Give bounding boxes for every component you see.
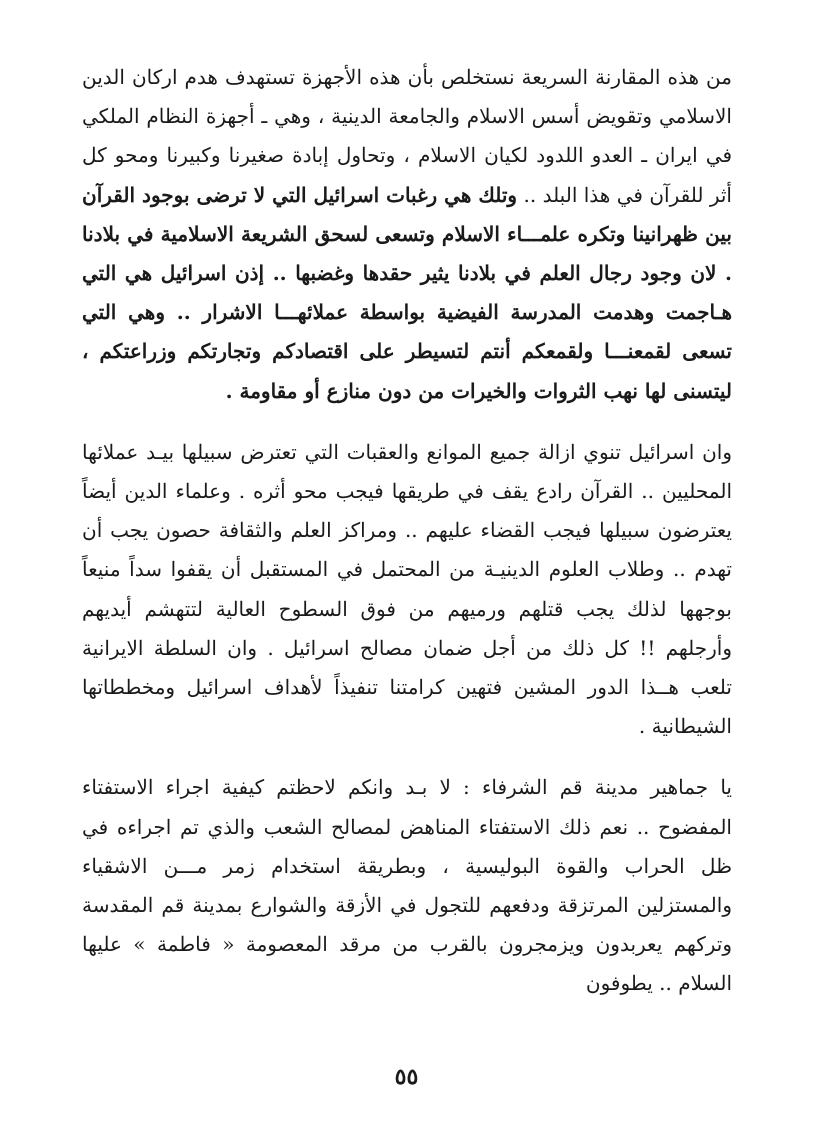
paragraph-3 [82,768,732,1003]
paragraph-1-bold-text: وتلك هي رغبات اسرائيل التي لا ترضى بوجود القرآن بين ظهرانينا وتكره علمـــاء الاسلام وتسعى لسحق الشريعة الاسلامية في بلادنا . لان وجود رجال العلم في بلادنا يثير حقدها وغضبها .. إذن اسرائيل هي التي هـاجمت وهدمت المدرسة الفيضية بواسطة عملائهـــا الاشرار .. وهي التي تسعى لقمعنـــا ولقمعكم أنتم لتسيطر على اقتصادكم وتجارتكم وزراعتكم ، ليتسنى لها نهب الثروات والخيرات من دون منازع أو مقاومة . [82,182,732,403]
paragraph-2-text: وان اسرائيل تنوي ازالة جميع الموانع والعقبات التي تعترض سبيلها بيـد عملائها المحليين .. القرآن رادع يقف في طريقها فيجب محو أثره . وعلماء الدين أيضاً يعترضون سبيلها فيجب القضاء عليهم .. ومراكز العلم والثقافة حصون يجب أن تهدم .. وطلاب العلوم الدينيـة من المحتمل في المستقبل أن يقفوا سداً منيعاً بوجهها لذلك يجب قتلهم ورميهم من فوق السطوح العالية لتتهشم أيديهم وأرجلهم !! كل ذلك من أجل ضمان مصالح اسرائيل . وان السلطة الايرانية تلعب هــذا الدور المشين فتهين كرامتنا تنفيذاً لأهداف اسرائيل ومخططاتها الشيطانية . [82,439,732,739]
paragraph-3-text: يا جماهير مدينة قم الشرفاء : لا بـد وانكم لاحظتم كيفية اجراء الاستفتاء المفضوح .. نعم ذلك الاستفتاء المناهض لمصالح الشعب والذي تم اجراءه في ظل الحراب والقوة البوليسية ، وبطريقة استخدام زمر مـــن الاشقياء والمستزلين المرتزقة ودفعهم للتجول في الأزقة والشوارع بمدينة قم المقدسة وتركهم يعربدون ويزمجرون بالقرب من مرقد المعصومة « فاطمة » عليها السلام .. يطوفون [82,775,732,996]
paragraph-gap [82,411,732,433]
paragraph-gap [82,746,732,768]
page-body [82,58,732,1004]
paragraph-1 [82,58,732,411]
paragraph-1-text: من هذه المقارنة السريعة نستخلص بأن هذه الأجهزة تستهدف هدم اركان الدين الاسلامي وتقويض أسس الاسلام والجامعة الدينية ، وهي ـ أجهزة النظام الملكي في ايران ـ العدو اللدود لكيان الاسلام ، وتحاول إبادة صغيرنا وكبيرنا ومحو كل أثر للقرآن في هذا البلد .. [82,65,732,207]
page-number: ٥٥ [394,1064,419,1090]
paragraph-2 [82,433,732,747]
